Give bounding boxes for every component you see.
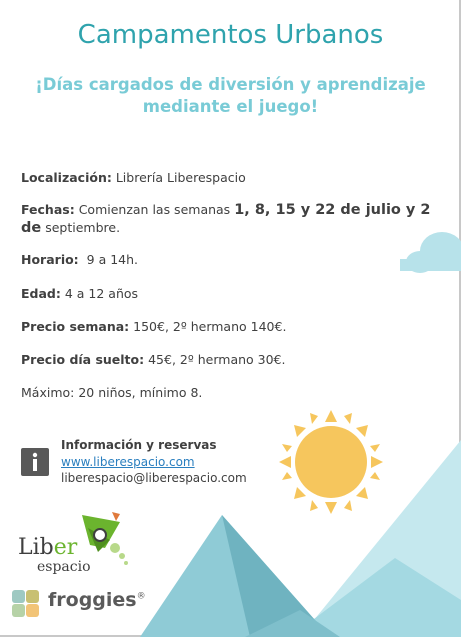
dates-line	[21, 201, 446, 237]
daily-price-label: Precio día suelto:	[21, 352, 145, 367]
froggies-logo-text: froggies	[48, 589, 137, 611]
sun-icon	[279, 410, 383, 514]
daily-price-value: 45€, 2º hermano 30€.	[148, 352, 286, 367]
location-label: Localización:	[21, 170, 112, 185]
liberespacio-logo	[18, 535, 77, 560]
froggies-mark-icon	[12, 590, 39, 617]
age-line	[21, 285, 446, 302]
age-value: 4 a 12 años	[64, 286, 139, 301]
website-link[interactable]: www.liberespacio.com	[61, 455, 195, 469]
info-glyph-icon	[21, 448, 49, 476]
page-title: Campamentos Urbanos	[77, 20, 384, 50]
rocket-icon	[82, 512, 128, 565]
liber-logo-start: Lib	[18, 535, 54, 560]
dates-label: Fechas:	[21, 202, 75, 217]
capacity-line: Máximo: 20 niños, mínimo 8.	[21, 385, 203, 400]
schedule-line	[21, 251, 446, 268]
weekly-price-value: 150€, 2º hermano 140€.	[133, 319, 287, 334]
contact-title: Información y reservas	[61, 438, 217, 452]
schedule-value: 9 a 14h.	[86, 252, 139, 267]
liberespacio-logo-sub: espacio	[37, 559, 91, 575]
contact-email: liberespacio@liberespacio.com	[61, 471, 247, 485]
froggies-logo	[48, 589, 146, 611]
froggies-registered-mark: ®	[136, 591, 146, 602]
schedule-label: Horario:	[21, 252, 79, 267]
dates-intro: Comienzan las semanas	[78, 202, 231, 217]
dates-value: 1, 8, 15 y 22 de julio y 2 de	[21, 202, 431, 236]
weekly-price-line	[21, 318, 446, 335]
weekly-price-label: Precio semana:	[21, 319, 130, 334]
location-value: Librería Liberespacio	[115, 170, 246, 185]
age-label: Edad:	[21, 286, 61, 301]
page-subtitle: ¡Días cargados de diversión y aprendizaje mediante el juego!	[35, 75, 426, 116]
daily-price-line	[21, 351, 446, 368]
dates-tail: septiembre.	[45, 220, 121, 235]
liber-logo-end: er	[53, 535, 78, 560]
location-line	[21, 169, 446, 186]
